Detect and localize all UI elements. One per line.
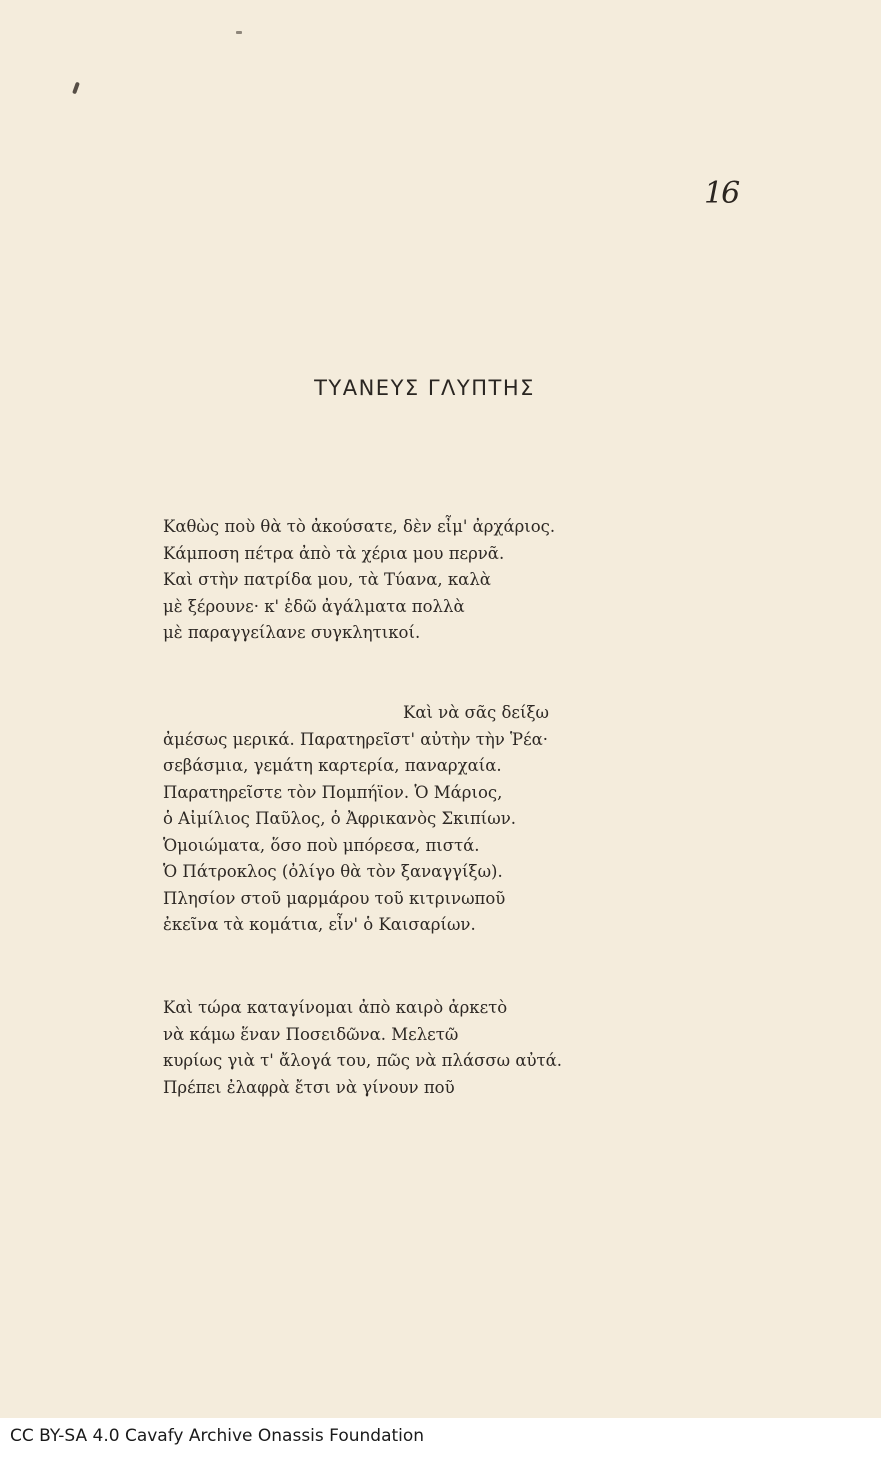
poem-line: Καὶ στὴν πατρίδα μου, τὰ Τύανα, καλὰ	[163, 570, 491, 589]
ink-speck	[236, 31, 242, 34]
poem-title: ΤΥΑΝΕΥΣ ΓΛΥΠΤΗΣ	[314, 376, 535, 400]
stanza-2	[163, 700, 549, 939]
poem-line: ἐκεῖνα τὰ κομάτια, εἶν' ὁ Καισαρίων.	[163, 915, 476, 934]
poem-line: Παρατηρεῖστε τὸν Πομπήϊον. Ὁ Μάριος,	[163, 782, 503, 802]
poem-line: μὲ παραγγείλανε συγκλητικοί.	[163, 623, 421, 642]
poem-line: Ὁ Πάτροκλος (ὀλίγο θὰ τὸν ξαναγγίξω).	[163, 862, 503, 881]
poem-line: Καὶ τώρα καταγίνομαι ἀπὸ καιρὸ ἀρκετὸ	[163, 998, 508, 1017]
ink-mark	[72, 82, 80, 95]
poem-line: νὰ κάμω ἕναν Ποσειδῶνα. Μελετῶ	[163, 1024, 459, 1044]
poem-line: Πρέπει ἐλαφρὰ ἔτσι νὰ γίνουν ποῦ	[163, 1077, 455, 1097]
poem-line: ὁ Αἰμίλιος Παῦλος, ὁ Ἀφρικανὸς Σκιπίων.	[163, 809, 517, 828]
poem-line: Πλησίον στοῦ μαρμάρου τοῦ κιτρινωποῦ	[163, 888, 506, 908]
stanza-1	[163, 514, 555, 647]
poem-line: σεβάσμια, γεμάτη καρτερία, παναρχαία.	[163, 756, 502, 775]
license-credit: CC BY-SA 4.0 Cavafy Archive Onassis Foundation	[10, 1426, 425, 1446]
poem-line: Ὁμοιώματα, ὅσο ποὺ μπόρεσα, πιστά.	[163, 835, 480, 855]
poem-line: Καθὼς ποὺ θὰ τὸ ἀκούσατε, δὲν εἶμ' ἀρχάριος.	[163, 517, 556, 536]
poem-line: μὲ ξέρουνε· κ' ἐδῶ ἀγάλματα πολλὰ	[163, 596, 465, 616]
poem-line: ἀμέσως μερικά. Παρατηρεῖστ' αὐτὴν τὴν Ῥέα·	[163, 729, 549, 749]
page-number: 16	[704, 176, 739, 211]
stanza-3	[163, 995, 562, 1101]
poem-line: κυρίως γιὰ τ' ἄλογά του, πῶς νὰ πλάσσω αὐτά.	[163, 1051, 563, 1070]
poem-line: Καὶ νὰ σᾶς δείξω	[403, 703, 549, 722]
poem-line: Κάμποση πέτρα ἀπὸ τὰ χέρια μου περνᾶ.	[163, 543, 505, 563]
